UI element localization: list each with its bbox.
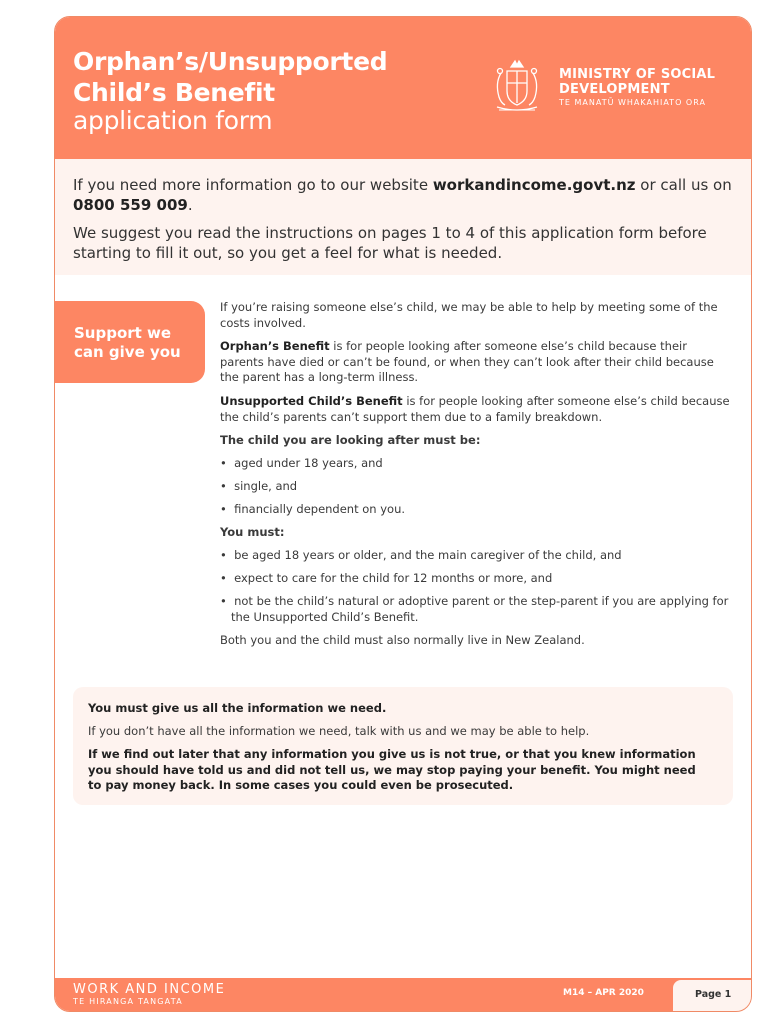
list-item: • financially dependent on you. [220,502,406,516]
intro-text-c: . [187,196,193,214]
applicant-requirements-heading: You must: [220,525,285,539]
list-item-text: single, and [234,479,298,493]
intro-contact-text [73,175,733,215]
support-intro-text: If you’re raising someone else’s child, we may be able to help by meeting some of the costs involved. [220,300,718,330]
unsupported-benefit-para [220,394,730,425]
list-item-text: expect to care for the child for 12 months or more, and [234,571,553,585]
intro-text-a: If you need more information go to our website [73,176,433,194]
section-tab-support [55,301,205,383]
phone-number[interactable]: 0800 559 009 [73,196,188,214]
website-link[interactable]: workandincome.govt.nz [432,176,636,194]
page-number: Page 1 [695,989,732,1000]
list-item-text: not be the child’s natural or adoptive parent or the step-parent if you are applying for the Unsupported Child’s Benefit. [231,594,729,624]
orphans-benefit-para [220,339,730,386]
ministry-maori-name: TE MANATŪ WHAKAHIATO ORA [559,98,706,107]
list-item-text: financially dependent on you. [234,502,406,516]
list-item: • aged under 18 years, and [220,456,383,470]
form-page [54,16,752,1012]
support-intro-para [220,300,730,331]
list-item-text: be aged 18 years or older, and the main caregiver of the child, and [234,548,622,562]
page-number-box [673,980,751,1011]
intro-instructions-text: We suggest you read the instructions on pages 1 to 4 of this application form before starting to fill it out, so you get a feel for what is needed. [73,224,707,262]
ministry-name-line1: MINISTRY OF SOCIAL [559,67,716,82]
work-and-income-logo: WORK AND INCOME [73,982,226,997]
unsupported-benefit-text: is for people looking after someone else’s child because the child’s parents can’t support them due to a family breakdown. [220,394,730,424]
page-title-line1: Orphan’s/Unsupported [73,47,388,76]
unsupported-benefit-heading: Unsupported Child’s Benefit [220,394,403,408]
residency-text: Both you and the child must also normally live in New Zealand. [220,633,585,647]
list-item-text: aged under 18 years, and [234,456,383,470]
notice-box [73,687,733,805]
list-item: • single, and [220,479,298,493]
work-and-income-maori-name: TE HIRANGA TANGATA [73,997,183,1006]
footer-bar [55,978,751,1011]
page-title-line2: Child’s Benefit [73,78,275,107]
notice-warning-text: If we find out later that any information you give us is not true, or that you knew information you should have told us and did not tell us, we may stop paying your benefit. You might need to pay money back. In some cases you could even be prosecuted. [88,747,696,792]
section-tab-line1: Support we [74,324,172,342]
orphans-benefit-heading: Orphan’s Benefit [220,339,330,353]
list-item: • expect to care for the child for 12 months or more, and [220,571,553,585]
list-item: • not be the child’s natural or adoptive parent or the step-parent if you are applying for the Unsupported Child’s Benefit. [220,594,729,624]
notice-help-text: If you don’t have all the information we need, talk with us and we may be able to help. [88,724,590,738]
intro-section [55,159,751,275]
ministry-name-line2: DEVELOPMENT [559,82,670,97]
orphans-benefit-text: is for people looking after someone else’s child because their parents have died or can’t be found, or when they can’t look after their child because the parent has a long-term illness. [220,339,714,384]
notice-heading: You must give us all the information we need. [88,701,387,715]
page-subtitle: application form [73,106,273,135]
child-requirements-heading: The child you are looking after must be: [220,433,481,447]
header-banner [55,17,751,159]
nz-coat-of-arms-icon [489,57,545,113]
form-code: M14 – APR 2020 [563,988,644,998]
list-item: • be aged 18 years or older, and the main caregiver of the child, and [220,548,622,562]
section-tab-line2: can give you [74,343,181,361]
intro-text-b: or call us on [635,176,732,194]
